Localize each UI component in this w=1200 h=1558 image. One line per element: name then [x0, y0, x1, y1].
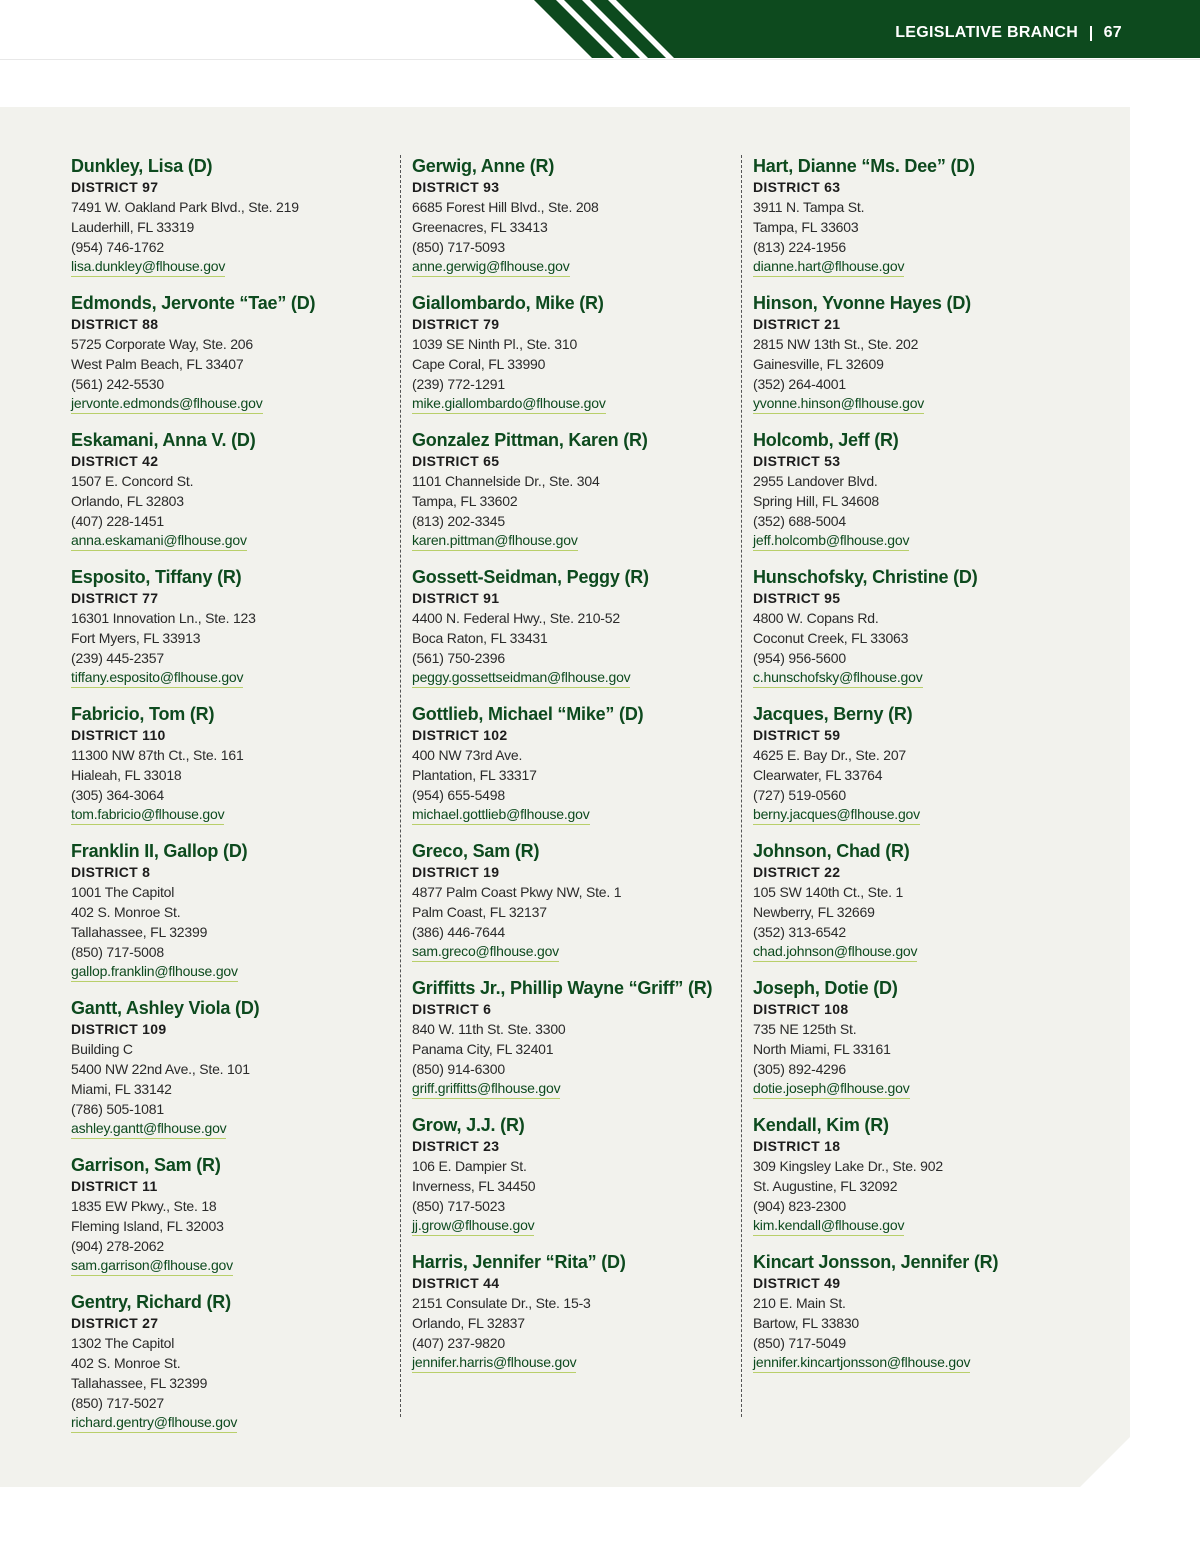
member-name: Joseph, Dotie (D) [753, 978, 898, 998]
member-contact-line: Cape Coral, FL 33990 [412, 356, 546, 372]
member-contact-line: 402 S. Monroe St. [71, 1355, 181, 1371]
member-contact-line: 1001 The Capitol [71, 884, 175, 900]
directory-column-1 [71, 155, 391, 1448]
member-contact-line: (727) 519-0560 [753, 787, 846, 803]
member-contact-line: Orlando, FL 32803 [71, 493, 184, 509]
member-contact-line: 402 S. Monroe St. [71, 904, 181, 920]
member-email-link[interactable]: jervonte.edmonds@flhouse.gov [71, 394, 263, 414]
page-header [0, 0, 1200, 60]
member-contact-line: (786) 505-1081 [71, 1101, 164, 1117]
member-contact-line: Fleming Island, FL 32003 [71, 1218, 224, 1234]
member-entry [71, 997, 391, 1139]
member-name: Edmonds, Jervonte “Tae” (D) [71, 293, 316, 313]
member-contact-line: 1302 The Capitol [71, 1335, 175, 1351]
member-entry [753, 840, 1073, 962]
member-contact-line: (850) 717-5008 [71, 944, 164, 960]
member-contact-line: Newberry, FL 32669 [753, 904, 875, 920]
member-entry [71, 1291, 391, 1433]
member-name: Holcomb, Jeff (R) [753, 430, 899, 450]
header-separator [1090, 26, 1092, 41]
member-contact-line: (352) 688-5004 [753, 513, 846, 529]
member-contact-line: (850) 914-6300 [412, 1061, 505, 1077]
member-entry [412, 429, 732, 551]
member-entry [753, 566, 1073, 688]
member-contact-line: (386) 446-7644 [412, 924, 505, 940]
member-contact-line: 309 Kingsley Lake Dr., Ste. 902 [753, 1158, 943, 1174]
member-contact-line: (305) 892-4296 [753, 1061, 846, 1077]
member-entry [753, 1251, 1073, 1373]
member-email-link[interactable]: kim.kendall@flhouse.gov [753, 1216, 904, 1236]
member-district: DISTRICT 23 [412, 1138, 500, 1154]
member-name: Giallombardo, Mike (R) [412, 293, 604, 313]
member-contact-line: (813) 224-1956 [753, 239, 846, 255]
member-name: Gentry, Richard (R) [71, 1292, 231, 1312]
member-contact-line: 3911 N. Tampa St. [753, 199, 865, 215]
member-district: DISTRICT 19 [412, 864, 500, 880]
member-contact-line: 105 SW 140th Ct., Ste. 1 [753, 884, 904, 900]
member-name: Gossett-Seidman, Peggy (R) [412, 567, 649, 587]
member-contact-line: 106 E. Dampier St. [412, 1158, 527, 1174]
member-email-link[interactable]: c.hunschofsky@flhouse.gov [753, 668, 923, 688]
member-contact-line: (813) 202-3345 [412, 513, 505, 529]
member-contact-line: 1101 Channelside Dr., Ste. 304 [412, 473, 600, 489]
member-name: Hinson, Yvonne Hayes (D) [753, 293, 971, 313]
member-entry [71, 1154, 391, 1276]
member-contact-line: Fort Myers, FL 33913 [71, 630, 201, 646]
member-name: Gerwig, Anne (R) [412, 156, 555, 176]
member-email-link[interactable]: sam.greco@flhouse.gov [412, 942, 559, 962]
member-email-link[interactable]: jeff.holcomb@flhouse.gov [753, 531, 909, 551]
directory-column-3 [753, 155, 1073, 1388]
member-district: DISTRICT 49 [753, 1275, 841, 1291]
member-contact-line: 1835 EW Pkwy., Ste. 18 [71, 1198, 217, 1214]
member-district: DISTRICT 65 [412, 453, 500, 469]
member-district: DISTRICT 97 [71, 179, 159, 195]
member-district: DISTRICT 109 [71, 1021, 167, 1037]
member-name: Harris, Jennifer “Rita” (D) [412, 1252, 626, 1272]
member-contact-line: Building C [71, 1041, 133, 1057]
member-contact-line: Boca Raton, FL 33431 [412, 630, 548, 646]
member-contact-line: 7491 W. Oakland Park Blvd., Ste. 219 [71, 199, 299, 215]
member-entry [412, 1251, 732, 1373]
member-email-link[interactable]: mike.giallombardo@flhouse.gov [412, 394, 606, 414]
member-contact-line: Miami, FL 33142 [71, 1081, 172, 1097]
member-name: Kincart Jonsson, Jennifer (R) [753, 1252, 999, 1272]
member-contact-line: Hialeah, FL 33018 [71, 767, 182, 783]
member-district: DISTRICT 77 [71, 590, 159, 606]
member-contact-line: (407) 228-1451 [71, 513, 164, 529]
member-contact-line: Coconut Creek, FL 33063 [753, 630, 909, 646]
member-district: DISTRICT 108 [753, 1001, 849, 1017]
member-entry [71, 429, 391, 551]
member-contact-line: 210 E. Main St. [753, 1295, 846, 1311]
member-district: DISTRICT 110 [71, 727, 166, 743]
member-contact-line: (239) 772-1291 [412, 376, 505, 392]
member-district: DISTRICT 102 [412, 727, 508, 743]
member-name: Jacques, Berny (R) [753, 704, 913, 724]
member-email-link[interactable]: michael.gottlieb@flhouse.gov [412, 805, 590, 825]
member-contact-line: St. Augustine, FL 32092 [753, 1178, 898, 1194]
member-contact-line: Palm Coast, FL 32137 [412, 904, 547, 920]
member-contact-line: Tampa, FL 33602 [412, 493, 518, 509]
member-name: Greco, Sam (R) [412, 841, 540, 861]
member-contact-line: 16301 Innovation Ln., Ste. 123 [71, 610, 256, 626]
member-contact-line: 2151 Consulate Dr., Ste. 15-3 [412, 1295, 591, 1311]
member-district: DISTRICT 21 [753, 316, 841, 332]
member-name: Griffitts Jr., Phillip Wayne “Griff” (R) [412, 978, 713, 998]
member-district: DISTRICT 8 [71, 864, 151, 880]
member-contact-line: Spring Hill, FL 34608 [753, 493, 880, 509]
member-email-link[interactable]: yvonne.hinson@flhouse.gov [753, 394, 924, 414]
member-district: DISTRICT 22 [753, 864, 841, 880]
member-entry [412, 1114, 732, 1236]
member-contact-line: (239) 445-2357 [71, 650, 164, 666]
member-district: DISTRICT 11 [71, 1178, 158, 1194]
member-district: DISTRICT 63 [753, 179, 841, 195]
member-contact-line: (850) 717-5023 [412, 1198, 505, 1214]
member-email-link[interactable]: berny.jacques@flhouse.gov [753, 805, 920, 825]
member-contact-line: (561) 750-2396 [412, 650, 505, 666]
member-contact-line: 4400 N. Federal Hwy., Ste. 210-52 [412, 610, 620, 626]
member-contact-line: 2955 Landover Blvd. [753, 473, 878, 489]
member-entry [71, 292, 391, 414]
member-contact-line: (850) 717-5027 [71, 1395, 164, 1411]
member-name: Johnson, Chad (R) [753, 841, 910, 861]
member-district: DISTRICT 91 [412, 590, 500, 606]
member-contact-line: (904) 278-2062 [71, 1238, 164, 1254]
directory-column-2 [412, 155, 732, 1388]
member-email-link[interactable]: jennifer.kincartjonsson@flhouse.gov [753, 1353, 970, 1373]
member-name: Franklin II, Gallop (D) [71, 841, 248, 861]
member-contact-line: 1507 E. Concord St. [71, 473, 194, 489]
member-entry [71, 566, 391, 688]
column-divider [400, 155, 401, 1417]
member-district: DISTRICT 88 [71, 316, 159, 332]
member-contact-line: Tampa, FL 33603 [753, 219, 859, 235]
member-entry [753, 1114, 1073, 1236]
member-entry [71, 703, 391, 825]
member-entry [412, 566, 732, 688]
member-email-link[interactable]: sam.garrison@flhouse.gov [71, 1256, 233, 1276]
member-email-link[interactable]: lisa.dunkley@flhouse.gov [71, 257, 225, 277]
member-contact-line: Lauderhill, FL 33319 [71, 219, 195, 235]
member-contact-line: 1039 SE Ninth Pl., Ste. 310 [412, 336, 578, 352]
member-name: Hart, Dianne “Ms. Dee” (D) [753, 156, 975, 176]
member-contact-line: 400 NW 73rd Ave. [412, 747, 523, 763]
member-name: Esposito, Tiffany (R) [71, 567, 242, 587]
member-contact-line: West Palm Beach, FL 33407 [71, 356, 244, 372]
member-district: DISTRICT 95 [753, 590, 841, 606]
member-district: DISTRICT 79 [412, 316, 500, 332]
member-contact-line: (352) 264-4001 [753, 376, 846, 392]
member-email-link[interactable]: jj.grow@flhouse.gov [412, 1216, 534, 1236]
page-number: 67 [1103, 24, 1122, 41]
member-contact-line: Clearwater, FL 33764 [753, 767, 883, 783]
member-district: DISTRICT 27 [71, 1315, 159, 1331]
member-email-link[interactable]: anne.gerwig@flhouse.gov [412, 257, 570, 277]
member-contact-line: 840 W. 11th St. Ste. 3300 [412, 1021, 566, 1037]
member-entry [753, 292, 1073, 414]
member-contact-line: Bartow, FL 33830 [753, 1315, 860, 1331]
header-title-block [895, 20, 1122, 46]
member-contact-line: 4800 W. Copans Rd. [753, 610, 879, 626]
section-title: LEGISLATIVE BRANCH [895, 24, 1079, 41]
member-name: Dunkley, Lisa (D) [71, 156, 213, 176]
member-email-link[interactable]: tiffany.esposito@flhouse.gov [71, 668, 243, 688]
member-contact-line: (561) 242-5530 [71, 376, 164, 392]
member-email-link[interactable]: gallop.franklin@flhouse.gov [71, 962, 238, 982]
member-district: DISTRICT 18 [753, 1138, 841, 1154]
member-name: Kendall, Kim (R) [753, 1115, 889, 1135]
member-entry [753, 703, 1073, 825]
member-email-link[interactable]: chad.johnson@flhouse.gov [753, 942, 917, 962]
member-name: Gottlieb, Michael “Mike” (D) [412, 704, 644, 724]
member-contact-line: (954) 655-5498 [412, 787, 505, 803]
member-contact-line: 11300 NW 87th Ct., Ste. 161 [71, 747, 244, 763]
member-email-link[interactable]: anna.eskamani@flhouse.gov [71, 531, 247, 551]
member-contact-line: 735 NE 125th St. [753, 1021, 857, 1037]
member-entry [753, 429, 1073, 551]
column-divider [741, 155, 742, 1417]
member-contact-line: 4625 E. Bay Dr., Ste. 207 [753, 747, 906, 763]
member-email-link[interactable]: peggy.gossettseidman@flhouse.gov [412, 668, 630, 688]
member-contact-line: Orlando, FL 32837 [412, 1315, 525, 1331]
member-name: Fabricio, Tom (R) [71, 704, 215, 724]
member-name: Garrison, Sam (R) [71, 1155, 221, 1175]
member-name: Hunschofsky, Christine (D) [753, 567, 978, 587]
member-contact-line: Gainesville, FL 32609 [753, 356, 884, 372]
member-entry [412, 840, 732, 962]
member-contact-line: (850) 717-5093 [412, 239, 505, 255]
member-email-link[interactable]: tom.fabricio@flhouse.gov [71, 805, 224, 825]
member-email-link[interactable]: dotie.joseph@flhouse.gov [753, 1079, 910, 1099]
member-contact-line: 5725 Corporate Way, Ste. 206 [71, 336, 253, 352]
member-contact-line: (850) 717-5049 [753, 1335, 846, 1351]
member-contact-line: (407) 237-9820 [412, 1335, 505, 1351]
member-district: DISTRICT 53 [753, 453, 841, 469]
member-entry [412, 977, 732, 1099]
member-email-link[interactable]: ashley.gantt@flhouse.gov [71, 1119, 226, 1139]
member-contact-line: 2815 NW 13th St., Ste. 202 [753, 336, 919, 352]
member-contact-line: 5400 NW 22nd Ave., Ste. 101 [71, 1061, 250, 1077]
member-contact-line: (305) 364-3064 [71, 787, 164, 803]
member-contact-line: Plantation, FL 33317 [412, 767, 537, 783]
member-name: Eskamani, Anna V. (D) [71, 430, 256, 450]
member-contact-line: 4877 Palm Coast Pkwy NW, Ste. 1 [412, 884, 622, 900]
member-email-link[interactable]: dianne.hart@flhouse.gov [753, 257, 904, 277]
member-district: DISTRICT 44 [412, 1275, 500, 1291]
member-contact-line: Tallahassee, FL 32399 [71, 1375, 208, 1391]
member-entry [412, 292, 732, 414]
member-contact-line: Panama City, FL 32401 [412, 1041, 554, 1057]
member-contact-line: 6685 Forest Hill Blvd., Ste. 208 [412, 199, 599, 215]
member-name: Grow, J.J. (R) [412, 1115, 525, 1135]
member-district: DISTRICT 42 [71, 453, 159, 469]
member-email-link[interactable]: richard.gentry@flhouse.gov [71, 1413, 237, 1433]
member-name: Gantt, Ashley Viola (D) [71, 998, 260, 1018]
member-entry [412, 155, 732, 277]
member-entry [753, 977, 1073, 1099]
member-email-link[interactable]: karen.pittman@flhouse.gov [412, 531, 578, 551]
member-contact-line: North Miami, FL 33161 [753, 1041, 891, 1057]
member-contact-line: Tallahassee, FL 32399 [71, 924, 208, 940]
member-entry [753, 155, 1073, 277]
member-entry [412, 703, 732, 825]
member-district: DISTRICT 59 [753, 727, 841, 743]
member-contact-line: Greenacres, FL 33413 [412, 219, 548, 235]
member-entry [71, 840, 391, 982]
member-name: Gonzalez Pittman, Karen (R) [412, 430, 648, 450]
member-district: DISTRICT 6 [412, 1001, 492, 1017]
member-contact-line: (954) 746-1762 [71, 239, 164, 255]
member-email-link[interactable]: jennifer.harris@flhouse.gov [412, 1353, 576, 1373]
member-contact-line: (954) 956-5600 [753, 650, 846, 666]
member-district: DISTRICT 93 [412, 179, 500, 195]
member-email-link[interactable]: griff.griffitts@flhouse.gov [412, 1079, 560, 1099]
member-contact-line: (352) 313-6542 [753, 924, 846, 940]
member-contact-line: (904) 823-2300 [753, 1198, 846, 1214]
member-contact-line: Inverness, FL 34450 [412, 1178, 536, 1194]
member-entry [71, 155, 391, 277]
